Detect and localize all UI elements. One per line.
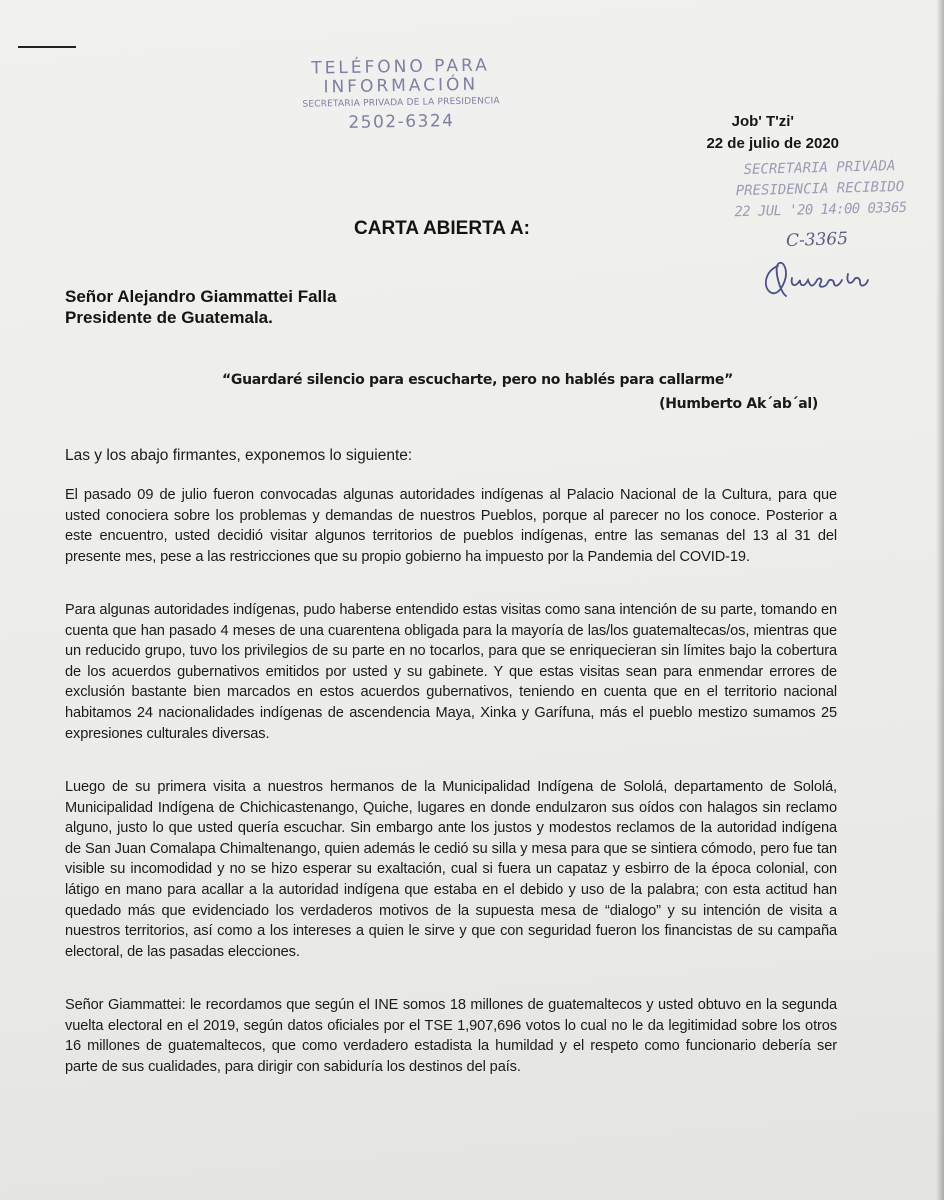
epigraph-author: (Humberto Ak´ab´al) bbox=[659, 396, 818, 412]
letter-location: Job' T'zi' bbox=[731, 113, 794, 130]
stamp-line-1: TELÉFONO PARA bbox=[311, 55, 490, 79]
stamp-line-2: INFORMACIÓN bbox=[323, 74, 479, 98]
received-stamp-line-2: PRESIDENCIA RECIBIDO bbox=[735, 178, 905, 200]
paragraph-4: Señor Giammattei: le recordamos que según el INE somos 18 millones de guatemaltecos y usted obtuvo en la segunda vuelta electoral en el 2019, según datos oficiales por el TSE 1,907,696 votos lo cual no le da legitimidad sobre los otros 16 millones de guatemaltecos, que como verdadero estadista la humildad y el respeto como funcionario debería ser parte de sus cualidades, para dirigir con sabiduría los destinos del país. bbox=[65, 997, 837, 1075]
paragraph-2: Para algunas autoridades indígenas, pudo haberse entendido estas visitas como sana intención de su parte, tomando en cuenta que han pasado 4 meses de una cuarentena obligada para la mayoría de las/los guatemaltecas/os, mientras que un reducido grupo, tuvo los privilegios de su parte en no tocarlos, para que se enriquecieran sin límites bajo la cobertura de los acuerdos gubernativos emitidos por usted y su gabinete. Y que estas visitas sean para enmendar errores de exclusión bastante bien marcados en estos acuerdos gubernativos, teniendo en cuenta que en el territorio nacional habitamos 24 nacionalidades indígenas de ascendencia Maya, Xinka y Garífuna, más el pueblo mestizo sumamos 25 expresiones culturales diversas. bbox=[65, 602, 837, 742]
addressee-position: Presidente de Guatemala. bbox=[65, 308, 273, 327]
phone-info-stamp bbox=[291, 56, 510, 136]
epigraph-quote: “Guardaré silencio para escucharte, pero no hablés para callarme” bbox=[222, 372, 734, 388]
paragraph-3: Luego de su primera visita a nuestros hermanos de la Municipalidad Indígena de Sololá, departamento de Sololá, Municipalidad Indígena de Chichicastenango, Quiche, lugares en donde endulzaron sus oídos con halagos sin reclamo alguno, justo lo que usted quería escuchar. Sin embargo ante los justos y modestos reclamos de la autoridad indígena de San Juan Comalapa Chimaltenango, quien además le cedió su silla y mesa para que se sintiera cómodo, pero fue tan visible su incomodidad y no se hizo esperar su exaltación, cual si fuera un capataz y esbirro de la época colonial, con látigo en mano para acallar a la autoridad indígena que estaba en el debido y uso de la palabra; con esta actitud han quedado más que evidenciado los verdaderos motivos de la supuesta mesa de “dialogo” y su intención de visita a nuestros territorios, así como a los intereses a quien le sirve y que con seguridad fueron los financistas de su campaña electoral, de las pasadas elecciones. bbox=[65, 779, 837, 960]
paragraph-1: El pasado 09 de julio fueron convocadas algunas autoridades indígenas al Palacio Nacional de la Cultura, para que usted conociera sobre los problemas y demandas de nuestros Pueblos, porque al parecer no los conoce. Posterior a este encuentro, usted decidió visitar algunos territorios de pueblos indígenas, entre las semanas del 13 al 31 del presente mes, pese a las restricciones que su propio gobierno ha impuesto por la Pandemia del COVID-19. bbox=[65, 487, 837, 565]
margin-dash bbox=[18, 46, 76, 48]
received-stamp-line-1: SECRETARIA PRIVADA bbox=[743, 158, 896, 178]
intro-line: Las y los abajo firmantes, exponemos lo siguiente: bbox=[65, 447, 413, 464]
received-stamp bbox=[719, 155, 921, 223]
signature-icon bbox=[756, 252, 888, 302]
handwritten-code: C-3365 bbox=[785, 228, 849, 252]
stamp-phone-number: 2502-6324 bbox=[348, 111, 455, 133]
addressee-name: Señor Alejandro Giammattei Falla bbox=[65, 287, 337, 306]
letter-title: CARTA ABIERTA A: bbox=[354, 218, 530, 239]
received-stamp-line-3: 22 JUL '20 14:00 03365 bbox=[734, 199, 907, 221]
stamp-line-3: SECRETARIA PRIVADA DE LA PRESIDENCIA bbox=[302, 96, 500, 110]
letter-date: 22 de julio de 2020 bbox=[706, 135, 839, 152]
addressee-block bbox=[65, 286, 336, 328]
